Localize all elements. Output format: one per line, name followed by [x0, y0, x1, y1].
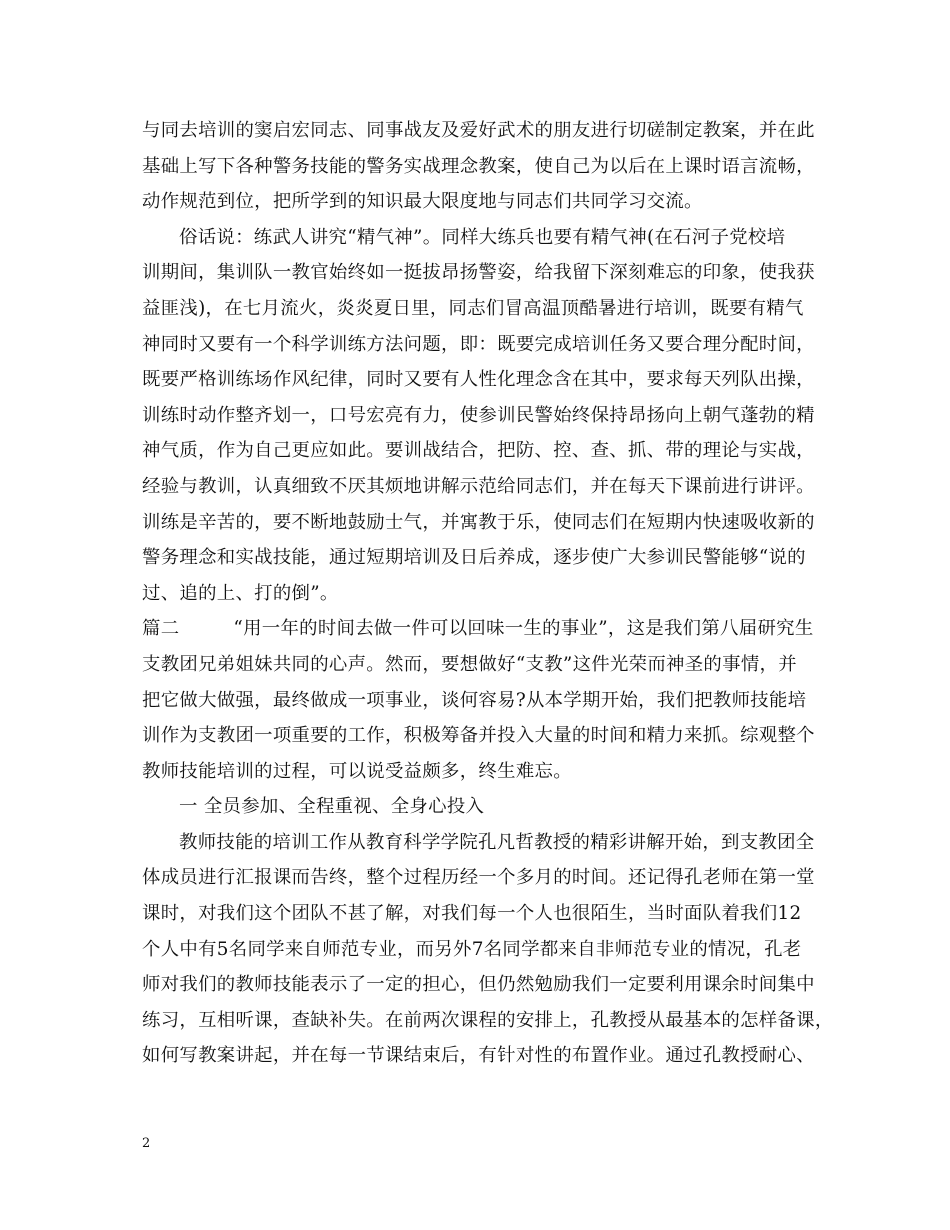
- text-line: 训作为支教团一项重要的工作，积极筹备并投入大量的时间和精力来抓。综观整个: [142, 725, 815, 747]
- section-first-line: “用一年的时间去做一件可以回味一生的事业”，这是我们第八届研究生: [233, 618, 814, 640]
- text-line: 个人中有5名同学来自师范专业，而另外7名同学都来自非师范专业的情况，孔老: [142, 938, 802, 960]
- text-line: 神同时又要有一个科学训练方法问题，即：既要完成培训任务又要合理分配时间，: [142, 333, 815, 355]
- text-line: 把它做大做强，最终做成一项事业，谈何容易?从本学期开始，我们把教师技能培: [142, 689, 807, 711]
- text-line: [142, 611, 812, 647]
- text-line: 教师技能的培训工作从教育科学学院孔凡哲教授的精彩讲解开始，到支教团全: [179, 831, 815, 853]
- subheading: 一 全员参加、全程重视、全身心投入: [179, 796, 485, 818]
- text-line: 俗话说：练武人讲究“精气神”。同样大练兵也要有精气神(在石河子党校培: [179, 226, 786, 248]
- text-line: 警务理念和实战技能，通过短期培训及日后养成，逐步使广大参训民警能够“说的: [142, 547, 806, 569]
- text-line: 基础上写下各种警务技能的警务实战理念教案，使自己为以后在上课时语言流畅，: [142, 155, 815, 177]
- text-line: 经验与教训，认真细致不厌其烦地讲解示范给同志们，并在每天下课前进行讲评。: [142, 475, 815, 497]
- text-line: 益匪浅)，在七月流火，炎炎夏日里，同志们冒高温顶酷暑进行培训，既要有精气: [142, 297, 804, 319]
- body-text: [142, 113, 834, 1074]
- text-line: 神气质，作为自己更应如此。要训战结合，把防、控、查、抓、带的理论与实战，: [142, 440, 815, 462]
- text-line: 既要严格训练场作风纪律，同时又要有人性化理念含在其中，要求每天列队出操，: [142, 369, 815, 391]
- text-line: 师对我们的教师技能表示了一定的担心，但仍然勉励我们一定要利用课余时间集中: [142, 974, 815, 996]
- text-line: 过、追的上、打的倒”。: [142, 582, 339, 604]
- text-line: 练习，互相听课，查缺补失。在前两次课程的安排上，孔教授从最基本的怎样备课，: [142, 1009, 834, 1031]
- text-line: 支教团兄弟姐妹共同的心声。然而，要想做好“支教”这件光荣而神圣的事情，并: [142, 653, 797, 675]
- section-label: 篇二: [142, 618, 180, 640]
- text-line: 教师技能培训的过程，可以说受益颇多，终生难忘。: [142, 760, 572, 782]
- text-line: 如何写教案讲起，并在每一节课结束后，有针对性的布置作业。通过孔教授耐心、: [142, 1045, 815, 1067]
- text-line: 训期间，集训队一教官始终如一挺拔昂扬警姿，给我留下深刻难忘的印象，使我获: [142, 262, 815, 284]
- text-line: 课时，对我们这个团队不甚了解，对我们每一个人也很陌生，当时面队着我们12: [142, 903, 802, 925]
- text-line: 体成员进行汇报课而告终，整个过程历经一个多月的时间。还记得孔老师在第一堂: [142, 867, 815, 889]
- text-line: 动作规范到位，把所学到的知识最大限度地与同志们共同学习交流。: [142, 191, 703, 213]
- page-number: 2: [142, 1136, 151, 1151]
- text-line: 与同去培训的窦启宏同志、同事战友及爱好武术的朋友进行切磋制定教案，并在此: [142, 120, 815, 141]
- text-line: 训练是辛苦的，要不断地鼓励士气，并寓教于乐，使同志们在短期内快速吸收新的: [142, 511, 815, 533]
- text-line: 训练时动作整齐划一，口号宏亮有力，使参训民警始终保持昂扬向上朝气蓬勃的精: [142, 404, 815, 426]
